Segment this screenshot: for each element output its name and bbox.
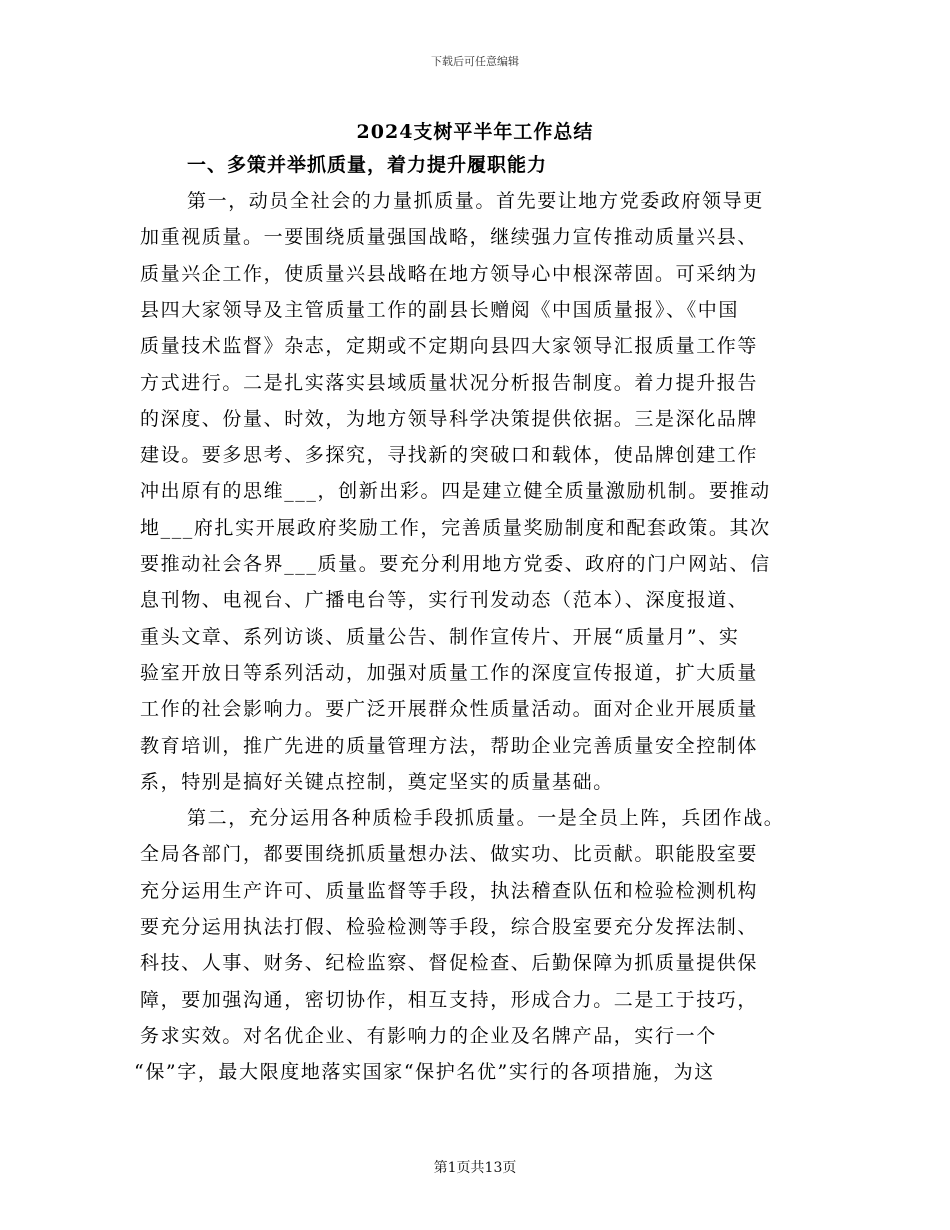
body-line: 质量兴企工作，使质量兴县战略在地方领导心中根深蒂固。可采纳为 xyxy=(140,262,759,285)
body-line: 建设。要多思考、多探究，寻找新的突破口和载体，使品牌创建工作 xyxy=(140,444,759,467)
body-line: 障，要加强沟通，密切协作，相互支持，形成合力。二是工于技巧， xyxy=(140,988,759,1011)
section-heading: 一、多策并举抓质量，着力提升履职能力 xyxy=(187,154,548,176)
body-line: 教育培训，推广先进的质量管理方法，帮助企业完善质量安全控制体 xyxy=(140,734,759,757)
body-line: 要充分运用执法打假、检验检测等手段，综合股室要充分发挥法制、 xyxy=(140,916,759,938)
page-footer: 第1页共13页 xyxy=(433,1160,517,1176)
body-line: 充分运用生产许可、质量监督等手段，执法稽查队伍和检验检测机构 xyxy=(140,879,759,902)
body-line: 地___府扎实开展政府奖励工作，完善质量奖励制度和配套政策。其次 xyxy=(140,516,771,539)
body-line: 县四大家领导及主管质量工作的副县长赠阅《中国质量报》、《中国 xyxy=(140,298,740,321)
body-line: 第二，充分运用各种质检手段抓质量。一是全员上阵，兵团作战。 xyxy=(187,807,785,830)
header-note: 下载后可任意编辑 xyxy=(431,55,519,68)
document-title: 2024支树平半年工作总结 xyxy=(356,121,594,143)
body-line: 科技、人事、财务、纪检监察、督促检查、后勤保障为抓质量提供保 xyxy=(140,952,759,975)
body-line: 第一，动员全社会的力量抓质量。首先要让地方党委政府领导更 xyxy=(187,190,764,212)
body-line: 验室开放日等系列活动，加强对质量工作的深度宣传报道，扩大质量 xyxy=(140,661,759,684)
body-line: 息刊物、电视台、广播电台等，实行刊发动态（范本）、深度报道、 xyxy=(140,589,749,612)
body-line: 重头文章、系列访谈、质量公告、制作宣传片、开展“质量月”、实 xyxy=(140,625,740,648)
body-line: 质量技术监督》杂志，定期或不定期向县四大家领导汇报质量工作等 xyxy=(140,335,759,358)
body-line: 的深度、份量、时效，为地方领导科学决策提供依据。三是深化品牌 xyxy=(140,407,759,430)
body-line: 系，特别是搞好关键点控制，奠定坚实的质量基础。 xyxy=(140,770,614,793)
body-line: 冲出原有的思维___，创新出彩。四是建立健全质量激励机制。要推动 xyxy=(140,480,771,503)
body-line: 全局各部门，都要围绕抓质量想办法、做实功、比贡献。职能股室要 xyxy=(140,843,759,866)
body-line: 要推动社会各界___质量。要充分利用地方党委、政府的门户网站、信 xyxy=(140,553,771,575)
body-line: 加重视质量。一要围绕质量强国战略，继续强力宣传推动质量兴县、 xyxy=(140,226,759,249)
body-line: “保”字，最大限度地落实国家“保护名优”实行的各项措施，为这 xyxy=(134,1061,715,1084)
body-line: 务求实效。对名优企业、有影响力的企业及名牌产品，实行一个 xyxy=(140,1024,717,1047)
body-line: 方式进行。二是扎实落实县域质量状况分析报告制度。着力提升报告 xyxy=(140,371,759,394)
body-line: 工作的社会影响力。要广泛开展群众性质量活动。面对企业开展质量 xyxy=(140,698,759,721)
